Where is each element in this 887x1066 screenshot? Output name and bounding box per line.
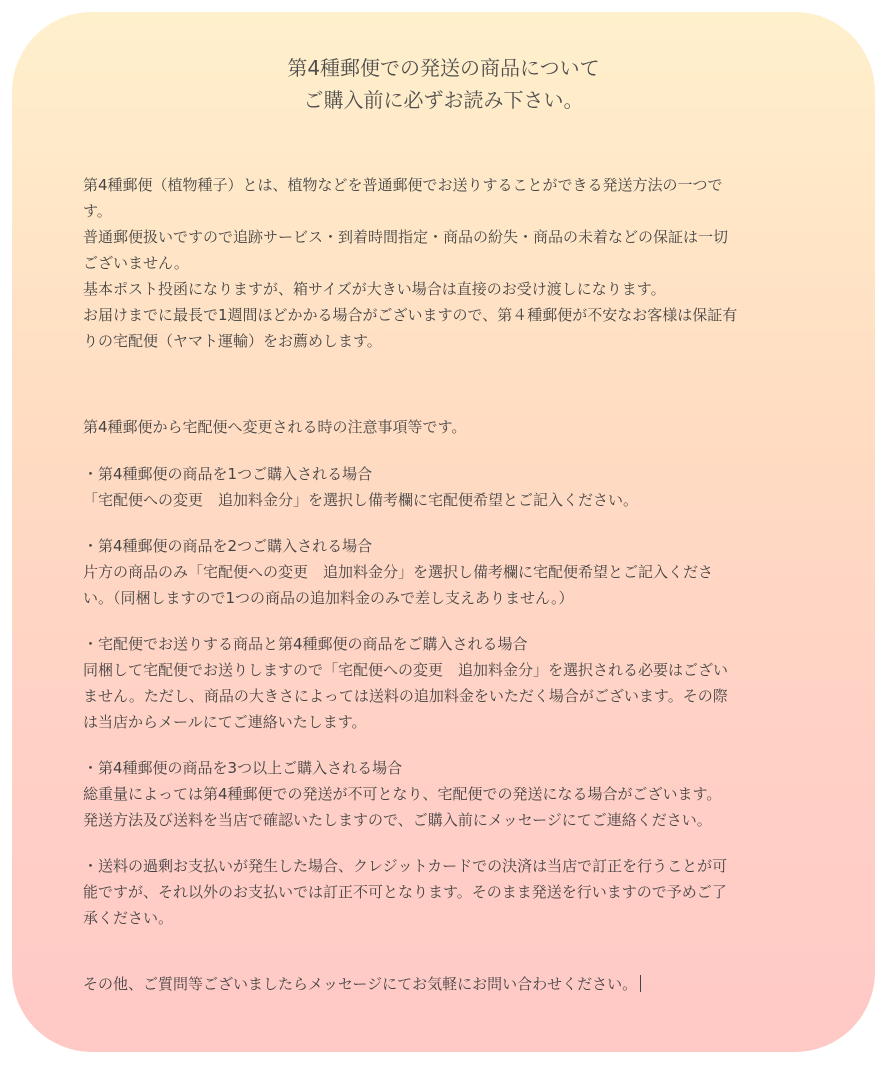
case-heading: ・第4種郵便の商品を2つご購入される場合 <box>83 537 373 555</box>
case-three-plus-items <box>83 755 813 833</box>
overpayment-note <box>83 853 813 931</box>
closing-text: その他、ご質問等ございましたらメッセージにてお気軽にお問い合わせください。 <box>83 975 638 993</box>
case-two-items <box>83 533 813 611</box>
note-line: 承ください。 <box>83 909 174 927</box>
text-cursor <box>640 975 641 992</box>
case-line: ません。ただし、商品の大きさによっては送料の追加料金をいただく場合がございます。その際 <box>83 687 728 705</box>
intro-line: お届けまでに最長で1週間ほどかかる場合がございますので、第４種郵便が不安なお客様は保証有 <box>83 306 738 324</box>
title-line-1: 第4種郵便での発送の商品について <box>287 56 600 80</box>
case-line: 「宅配便への変更 追加料金分」を選択し備考欄に宅配便希望とご記入ください。 <box>83 491 639 509</box>
intro-paragraph <box>83 172 813 354</box>
title-line-2: ご購入前に必ずお読み下さい。 <box>303 88 584 112</box>
case-heading: ・宅配便でお送りする商品と第4種郵便の商品をご購入される場合 <box>83 635 528 653</box>
case-line: い。（同梱しますので1つの商品の追加料金のみで差し支えありません。） <box>83 589 574 607</box>
case-heading: ・第4種郵便の商品を3つ以上ご購入される場合 <box>83 759 403 777</box>
intro-line: 基本ポスト投函になりますが、箱サイズが大きい場合は直接のお受け渡しになります。 <box>83 280 666 298</box>
page-title <box>12 52 875 116</box>
intro-line: ございません。 <box>83 254 189 272</box>
notice-card <box>12 12 875 1052</box>
case-heading: ・第4種郵便の商品を1つご購入される場合 <box>83 465 373 483</box>
intro-line: りの宅配便（ヤマト運輸）をお薦めします。 <box>83 332 382 350</box>
case-line: 総重量によっては第4種郵便での発送が不可となり、宅配便での発送になる場合がございます。 <box>83 785 722 803</box>
note-line: ・送料の過剰お支払いが発生した場合、クレジットカードでの決済は当店で訂正を行うことが可 <box>83 857 728 875</box>
closing-line <box>83 971 813 997</box>
case-line: 同梱して宅配便でお送りしますので「宅配便への変更 追加料金分」を選択される必要はござい <box>83 661 729 679</box>
intro-line: 普通郵便扱いですので追跡サービス・到着時間指定・商品の紛失・商品の未着などの保証は一切 <box>83 228 729 246</box>
case-line: 片方の商品のみ「宅配便への変更 追加料金分」を選択し備考欄に宅配便希望とご記入くださ <box>83 563 714 581</box>
notice-body[interactable] <box>83 172 813 997</box>
case-line: は当店からメールにてご連絡いたします。 <box>83 713 367 731</box>
case-line: 発送方法及び送料を当店で確認いたしますので、ご購入前にメッセージにてご連絡ください。 <box>83 811 712 829</box>
note-line: 能ですが、それ以外のお支払いでは訂正不可となります。そのまま発送を行いますので予めご了 <box>83 883 727 901</box>
case-mixed-items <box>83 631 813 735</box>
intro-line: す。 <box>83 202 112 220</box>
case-one-item <box>83 461 813 513</box>
notice-heading: 第4種郵便から宅配便へ変更される時の注意事項等です。 <box>83 418 467 436</box>
intro-line: 第4種郵便（植物種子）とは、植物などを普通郵便でお送りすることができる発送方法の一つで <box>83 176 723 194</box>
